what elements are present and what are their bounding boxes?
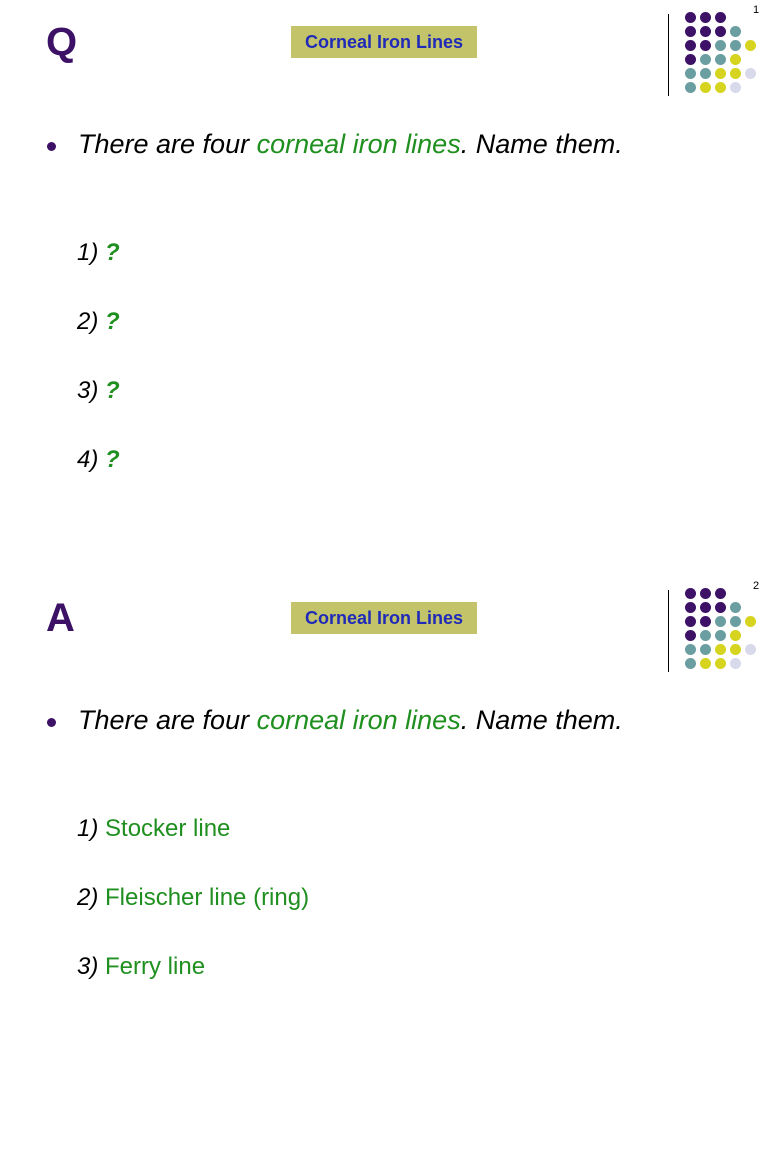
decorative-dot (700, 588, 711, 599)
decorative-dot (730, 40, 741, 51)
page-number: 2 (753, 580, 760, 592)
decorative-dot (685, 26, 696, 37)
question-text (78, 129, 623, 160)
decorative-dot (715, 588, 726, 599)
item-number: 1) (77, 239, 99, 266)
decorative-dot (700, 616, 711, 627)
decorative-dot (745, 40, 756, 51)
decorative-dot (700, 12, 711, 23)
question-highlight: corneal iron lines (256, 705, 461, 735)
divider-line (668, 14, 669, 96)
item-number: 1) (77, 815, 99, 842)
decorative-dot (700, 26, 711, 37)
decorative-dot (685, 12, 696, 23)
decorative-dot (730, 26, 741, 37)
decorative-dot (715, 602, 726, 613)
item-answer: Ferry line (105, 953, 206, 980)
decorative-dot (715, 26, 726, 37)
decorative-dot (715, 54, 726, 65)
item-answer: ? (105, 446, 120, 473)
decorative-dot (715, 616, 726, 627)
decorative-dot (715, 82, 726, 93)
decorative-dot (685, 40, 696, 51)
slide-letter: A (46, 596, 75, 640)
decorative-dot (700, 602, 711, 613)
decorative-dot (715, 12, 726, 23)
decorative-dot (715, 68, 726, 79)
decorative-dot (730, 644, 741, 655)
decorative-dot (730, 616, 741, 627)
question-prefix: There are four (78, 705, 257, 735)
decorative-dot (745, 644, 756, 655)
decorative-dot (700, 644, 711, 655)
item-answer: Stocker line (105, 815, 231, 842)
decorative-dot (730, 658, 741, 669)
title-box (291, 26, 477, 58)
decorative-dot (700, 68, 711, 79)
item-number: 4) (77, 446, 99, 473)
decorative-dot (700, 40, 711, 51)
list-item (77, 953, 205, 981)
decorative-dot (685, 54, 696, 65)
decorative-dot (700, 82, 711, 93)
decorative-dot (730, 54, 741, 65)
question-prefix: There are four (78, 129, 257, 159)
item-number: 2) (77, 308, 99, 335)
decorative-dot (685, 658, 696, 669)
question-suffix: . Name them. (460, 129, 623, 159)
decorative-dot (685, 602, 696, 613)
item-number: 2) (77, 884, 99, 911)
decorative-dot (745, 616, 756, 627)
decorative-dot (745, 68, 756, 79)
bullet-icon (47, 142, 56, 151)
item-number: 3) (77, 377, 99, 404)
list-item (77, 446, 120, 474)
bullet-icon (47, 718, 56, 727)
item-answer: Fleischer line (ring) (105, 884, 310, 911)
decorative-dot (730, 68, 741, 79)
item-number: 3) (77, 953, 99, 980)
title-box (291, 602, 477, 634)
decorative-dot (730, 602, 741, 613)
question-highlight: corneal iron lines (256, 129, 461, 159)
decorative-dot (685, 644, 696, 655)
decorative-dot (700, 54, 711, 65)
slide-answer (0, 576, 768, 1152)
decorative-dot (715, 630, 726, 641)
item-answer: ? (105, 377, 120, 404)
decorative-dot (685, 68, 696, 79)
decorative-dot (715, 658, 726, 669)
decorative-dot (730, 82, 741, 93)
decorative-dot (715, 40, 726, 51)
question-suffix: . Name them. (460, 705, 623, 735)
list-item (77, 377, 120, 405)
decorative-dot (685, 588, 696, 599)
decorative-dot (700, 658, 711, 669)
item-answer: ? (105, 308, 120, 335)
decorative-dot (715, 644, 726, 655)
slide-title: Corneal Iron Lines (304, 31, 464, 52)
list-item (77, 884, 309, 912)
slide-letter: Q (46, 20, 78, 64)
item-answer: ? (105, 239, 120, 266)
decorative-dot (685, 630, 696, 641)
list-item (77, 815, 230, 843)
decorative-dot (700, 630, 711, 641)
decorative-dot (730, 630, 741, 641)
decorative-dot (685, 82, 696, 93)
page-number: 1 (753, 4, 760, 16)
question-text (78, 705, 623, 736)
decorative-dot (685, 616, 696, 627)
list-item (77, 308, 120, 336)
divider-line (668, 590, 669, 672)
list-item (77, 239, 120, 267)
slide-title: Corneal Iron Lines (304, 607, 464, 628)
